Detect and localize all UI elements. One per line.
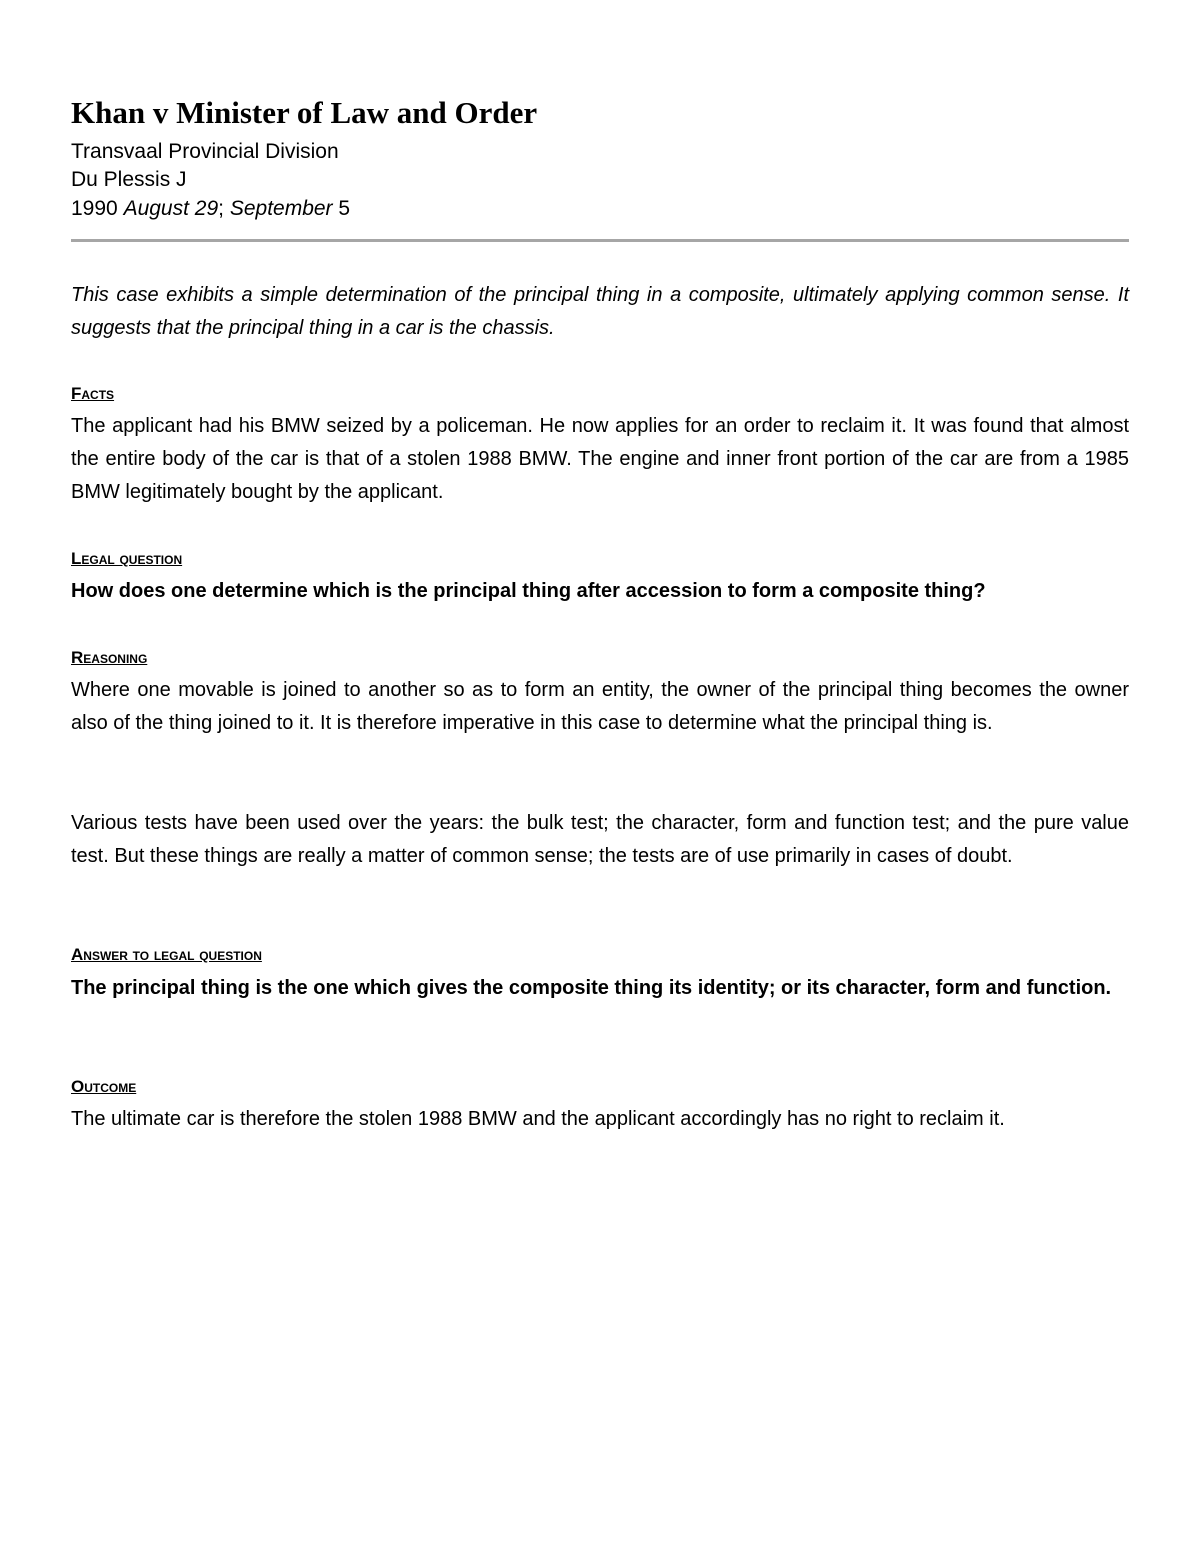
date-second-day: 5	[338, 197, 351, 220]
intro-summary: This case exhibits a simple determination of the principal thing in a composite, ultimately applying common sense. It suggests that the principal thing in a car is the chassis.	[71, 284, 1129, 339]
reasoning-text-2: Various tests have been used over the years: the bulk test; the character, form and function test; and the pure value test. But these things are really a matter of common sense; the tests are of use primarily in cases of doubt.	[71, 812, 1129, 867]
judge-name: Du Plessis J	[71, 168, 187, 191]
facts-text: The applicant had his BMW seized by a policeman. He now applies for an order to reclaim it. It was found that almost the entire body of the car is that of a stolen 1988 BMW. The engine and inner front portion of the car are from a 1985 BMW legitimately bought by the applicant.	[71, 415, 1129, 503]
outcome-heading: Outcome	[71, 1077, 137, 1096]
court-name: Transvaal Provincial Division	[71, 140, 339, 163]
case-date	[71, 195, 350, 223]
outcome-text: The ultimate car is therefore the stolen 1988 BMW and the applicant accordingly has no right to reclaim it.	[71, 1108, 1005, 1130]
date-year: 1990	[71, 197, 118, 220]
date-second: September	[229, 197, 333, 220]
facts-heading: Facts	[71, 384, 115, 403]
answer-text: The principal thing is the one which gives the composite thing its identity; or its character, form and function.	[71, 977, 1112, 999]
answer-heading: Answer to legal question	[71, 945, 262, 964]
date-first: August 29	[123, 197, 219, 220]
date-separator: ;	[218, 197, 224, 220]
reasoning-text-1: Where one movable is joined to another so as to form an entity, the owner of the principal thing becomes the owner also of the thing joined to it. It is therefore imperative in this case to determine what the principal thing is.	[71, 679, 1129, 734]
header-divider	[71, 239, 1129, 242]
case-title: Khan v Minister of Law and Order	[71, 95, 538, 130]
reasoning-heading: Reasoning	[71, 648, 148, 667]
legal-question-heading: Legal question	[71, 549, 183, 568]
legal-question-text: How does one determine which is the principal thing after accession to form a composite thing?	[71, 580, 986, 602]
